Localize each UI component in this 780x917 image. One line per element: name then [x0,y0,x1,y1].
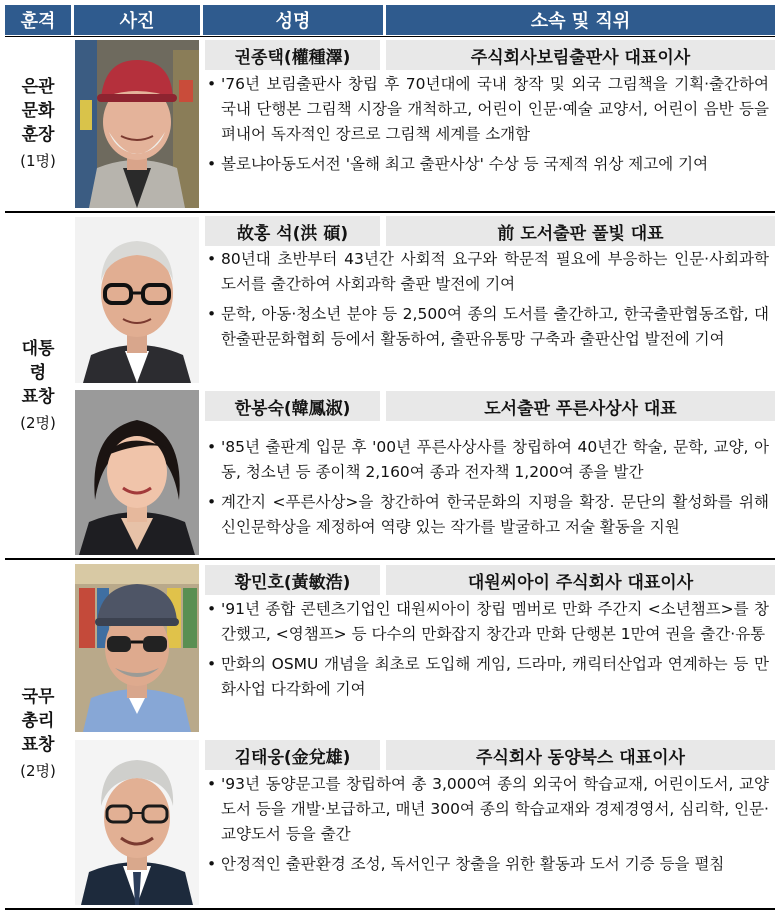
award-name-line: 령 [29,362,47,383]
person-description [207,435,769,545]
header-photo: 사진 [74,5,200,35]
portrait-photo [75,40,199,208]
award-count: (2명) [20,413,56,432]
portrait-photo [75,740,199,905]
description-bullet: • 80년대 초반부터 43년간 사회적 요구와 학문적 필요에 부응하는 인문·사회과학 도서를 출간하여 사회과학 출판 발전에 기여 [207,247,769,297]
award-count: (1명) [20,152,56,170]
bullet-text: 볼로냐아동도서전 '올해 최고 출판사상' 수상 등 국제적 위상 제고에 기여 [221,155,709,173]
description-bullet: • '85년 출판계 입문 후 '00년 푸른사상사를 창립하여 40년간 학술, 문학, 교양, 아동, 청소년 등 종이책 2,160여 종과 전자책 1,200여 종을 발간 [207,435,769,485]
bullet-text: 문학, 아동·청소년 분야 등 2,500여 종의 도서를 출간하고, 한국출판협동조합, 대한출판문화협회 등에서 활동하여, 출판유통망 구축과 출판산업 발전에 기여 [221,305,769,348]
bullet-text: '93년 동양문고를 창립하여 총 3,000여 종의 외국어 학습교재, 어린이도서, 교양도서 등을 개발·보급하고, 매년 300여 종의 학습교재와 경제경영서, 심리학, 인문·교양도서 등을 출간 [221,775,769,843]
description-bullet: • 계간지 <푸른사상>을 창간하여 한국문화의 지평을 확장. 문단의 활성화를 위해 신인문학상을 제정하여 역량 있는 작가를 발굴하고 저술 활동을 지원 [207,490,769,540]
description-bullet: • '91년 종합 콘텐츠기업인 대원씨아이 창립 멤버로 만화 주간지 <소년챔프>를 창간했고, <영챔프> 등 다수의 만화잡지 창간과 만화 단행본 1만여 권을 출간·유통 [207,597,769,647]
award-name-line: 훈장 [21,125,55,145]
header-affiliation: 소속 및 직위 [386,5,775,35]
divider [5,36,775,37]
person-name: 故홍 석(洪 碩) [205,216,380,246]
person-name: 한봉숙(韓鳳淑) [205,391,380,421]
award-group-prime-minister [5,560,71,908]
award-name-line: 대통 [21,338,55,359]
award-name-line: 문화 [21,101,55,121]
award-name-line: 표창 [21,386,55,407]
person-affiliation: 도서출판 푸른사상사 대표 [386,391,775,421]
person-affiliation: 주식회사 동양북스 대표이사 [386,740,775,770]
description-bullet: • '93년 동양문고를 창립하여 총 3,000여 종의 외국어 학습교재, 어린이도서, 교양도서 등을 개발·보급하고, 매년 300여 종의 학습교재와 경제경영서, 심리학, 인문·교양도서 등을 출간 [207,772,769,847]
award-name-line: 국무 [21,687,55,707]
portrait-photo [75,390,199,555]
person-affiliation: 前 도서출판 풀빛 대표 [386,216,775,246]
person-description [207,247,769,357]
award-group-eungwan [5,37,71,211]
group-divider [5,558,775,560]
description-bullet: • 문학, 아동·청소년 분야 등 2,500여 종의 도서를 출간하고, 한국출판협동조합, 대한출판문화협회 등에서 활동하여, 출판유통망 구축과 출판산업 발전에 기여 [207,302,769,352]
header-name: 성명 [203,5,383,35]
bullet-text: '85년 출판계 입문 후 '00년 푸른사상사를 창립하여 40년간 학술, 문학, 교양, 아동, 청소년 등 종이책 2,160여 종과 전자책 1,200여 종을 발간 [221,438,769,481]
award-name-line: 표창 [21,735,55,755]
person-name: 권종택(權種澤) [205,40,380,70]
portrait-photo [75,217,199,383]
table-bottom-border [5,908,775,910]
person-name: 김태웅(金兌雄) [205,740,380,770]
bullet-text: '91년 종합 콘텐츠기업인 대원씨아이 창립 멤버로 만화 주간지 <소년챔프>를 창간했고, <영챔프> 등 다수의 만화잡지 창간과 만화 단행본 1만여 권을 출간·유통 [221,600,769,643]
portrait-photo [75,564,199,732]
person-description [207,72,769,182]
bullet-text: 만화의 OSMU 개념을 최초로 도입해 게임, 드라마, 캐릭터산업과 연계하는 등 만화사업 다각화에 기여 [221,655,769,698]
description-bullet: • '76년 보림출판사 창립 후 70년대에 국내 창작 및 외국 그림책을 기획·출간하여 국내 단행본 그림책 시장을 개척하고, 어린이 인문·예술 교양서, 어린이 음반 등을 펴내어 독자적인 장르로 그림책 세계를 소개함 [207,72,769,147]
bullet-text: 계간지 <푸른사상>을 창간하여 한국문화의 지평을 확장. 문단의 활성화를 위해 신인문학상을 제정하여 역량 있는 작가를 발굴하고 저술 활동을 지원 [221,493,769,536]
award-count: (2명) [20,762,56,780]
header-award: 훈격 [5,5,71,35]
person-affiliation: 대원씨아이 주식회사 대표이사 [386,565,775,595]
description-bullet: • 만화의 OSMU 개념을 최초로 도입해 게임, 드라마, 캐릭터산업과 연계하는 등 만화사업 다각화에 기여 [207,652,769,702]
award-name-line: 은관 [21,77,55,97]
group-divider [5,211,775,213]
description-bullet: • 안정적인 출판환경 조성, 독서인구 창출을 위한 활동과 도서 기증 등을 펼침 [207,852,769,877]
bullet-text: '76년 보림출판사 창립 후 70년대에 국내 창작 및 외국 그림책을 기획·출간하여 국내 단행본 그림책 시장을 개척하고, 어린이 인문·예술 교양서, 어린이 음반 등을 펴내어 독자적인 장르로 그림책 세계를 소개함 [221,75,769,143]
bullet-text: 80년대 초반부터 43년간 사회적 요구와 학문적 필요에 부응하는 인문·사회과학 도서를 출간하여 사회과학 출판 발전에 기여 [221,250,769,293]
person-affiliation: 주식회사보림출판사 대표이사 [386,40,775,70]
person-description [207,772,769,882]
award-group-presidential [5,213,71,558]
bullet-text: 안정적인 출판환경 조성, 독서인구 창출을 위한 활동과 도서 기증 등을 펼침 [221,855,725,873]
description-bullet: • 볼로냐아동도서전 '올해 최고 출판사상' 수상 등 국제적 위상 제고에 기여 [207,152,769,177]
award-name-line: 총리 [21,711,55,731]
person-description [207,597,769,707]
person-name: 황민호(黃敏浩) [205,565,380,595]
